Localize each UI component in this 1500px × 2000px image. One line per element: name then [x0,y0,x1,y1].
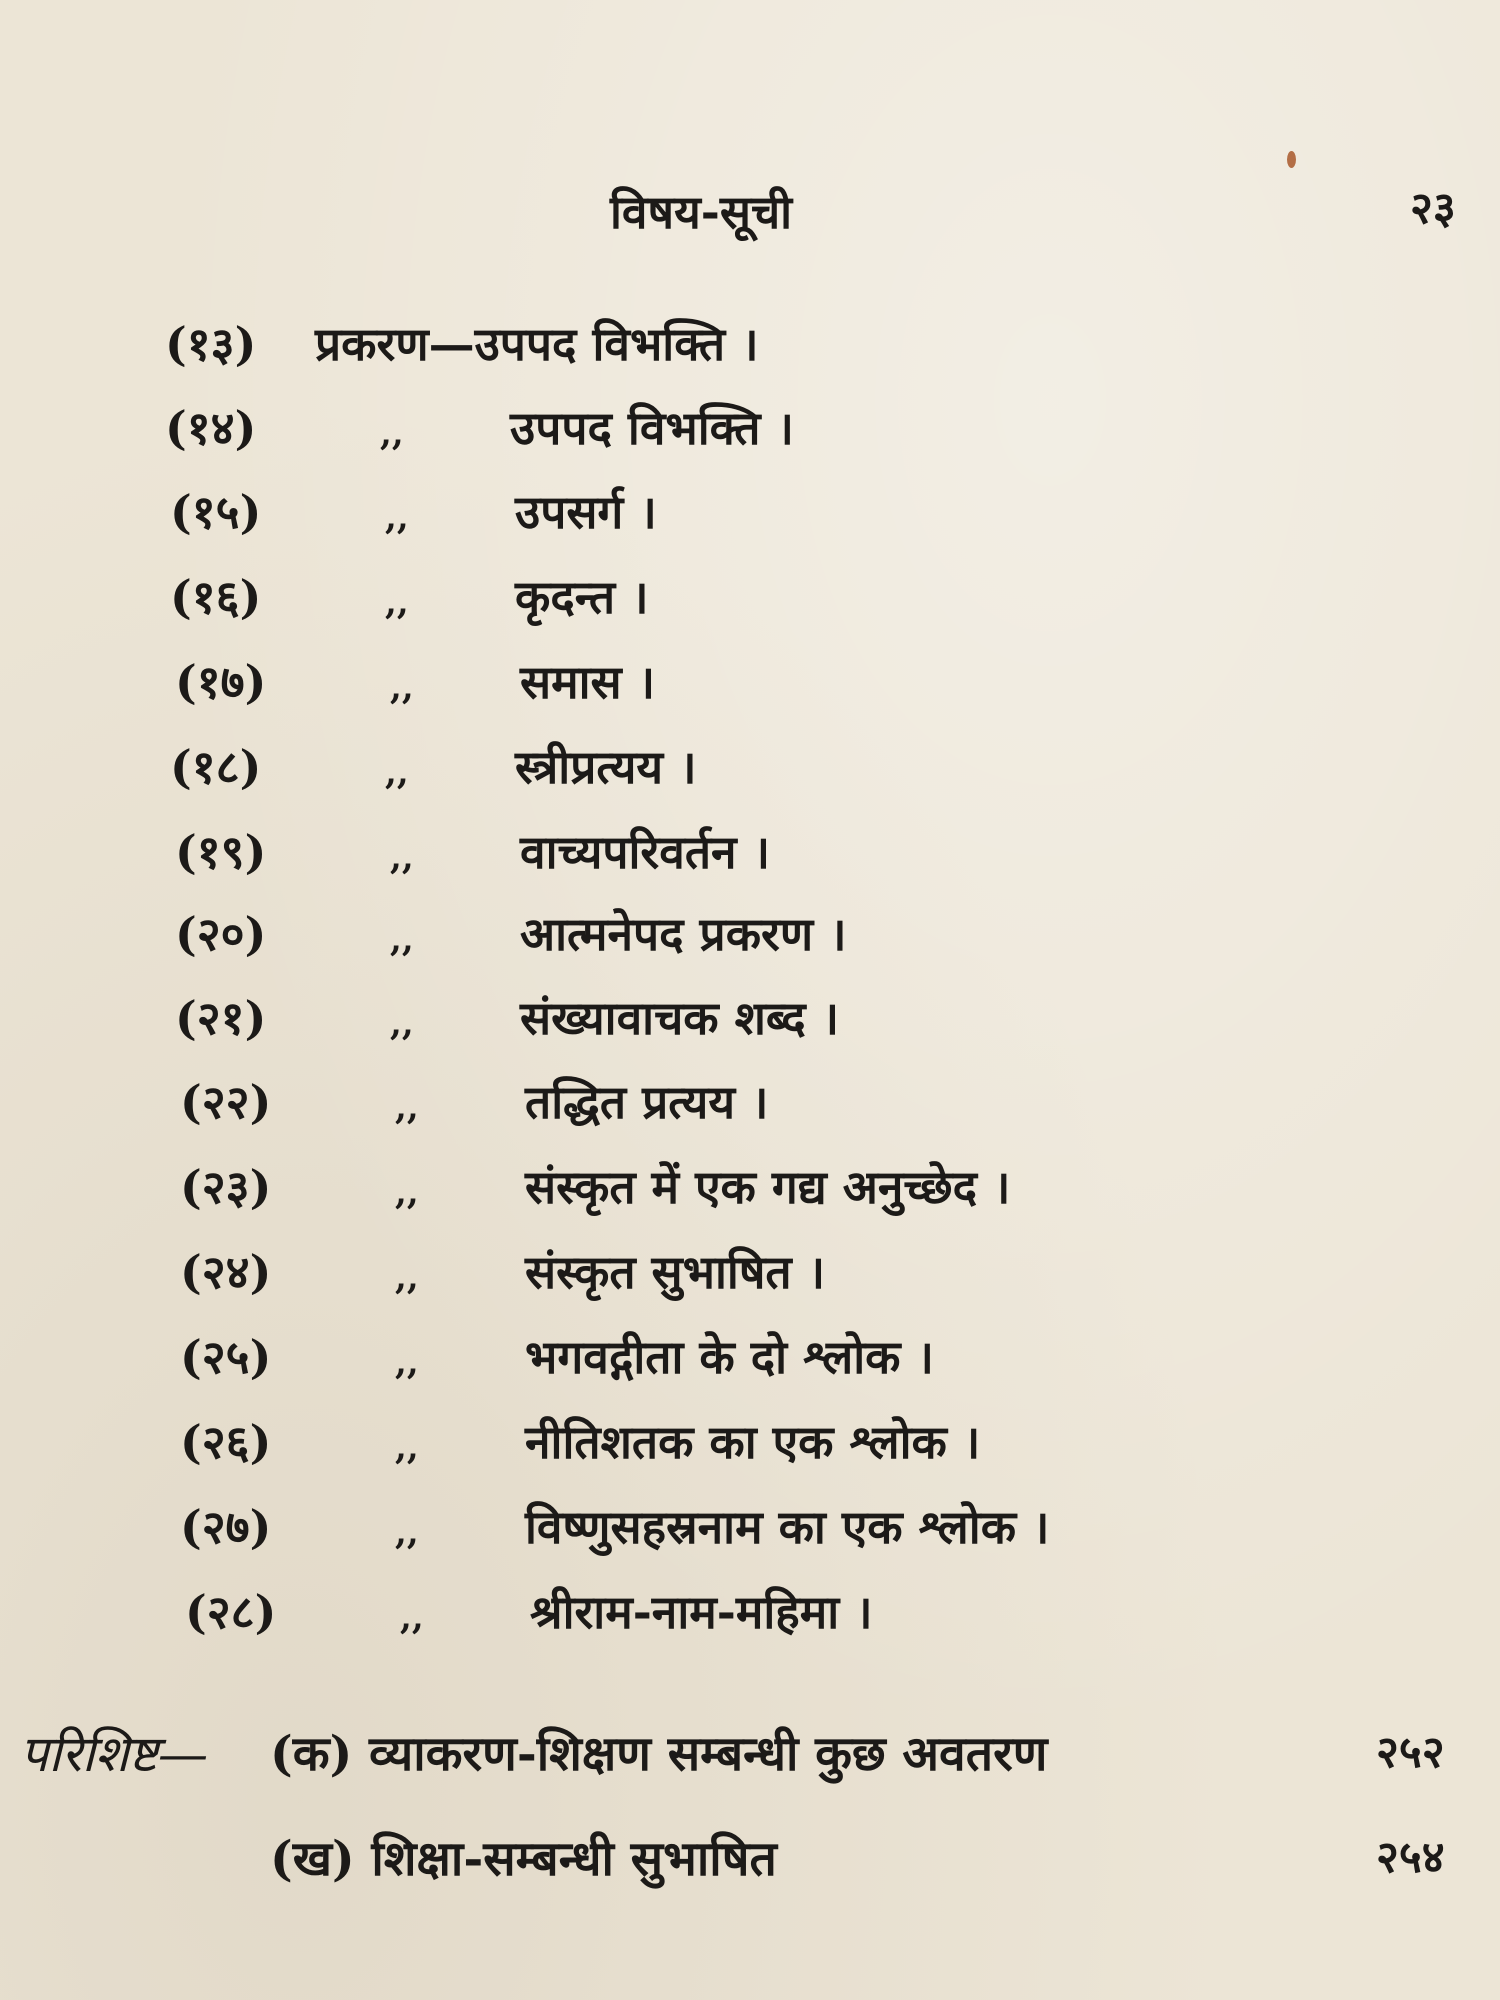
ditto-mark: ,, [380,414,404,454]
entry-title: संख्यावाचक शब्द । [520,991,840,1045]
entry-title: भगवद्गीता के दो श्लोक । [525,1330,934,1384]
entry-title: उपपद विभक्ति । [510,401,794,455]
entry-number: (१७) [175,655,267,709]
entry-title: प्रकरण—उपपद विभक्ति । [315,317,759,371]
ditto-mark: ,, [390,920,414,960]
appendix-item-b-page: २५४ [1376,1832,1445,1883]
entry-number: (२३) [180,1160,272,1214]
entry-number: (१३) [165,317,257,371]
ditto-mark: ,, [385,583,409,623]
entry-number: (१५) [170,485,262,539]
ditto-mark: ,, [390,668,414,708]
page-title: विषय-सूची [610,185,793,239]
appendix-label: परिशिष्ट— [20,1725,208,1783]
entry-title: विष्णुसहस्रनाम का एक श्लोक । [525,1500,1050,1554]
entry-number: (१८) [170,740,262,794]
ditto-mark: ,, [390,838,414,878]
entry-number: (२६) [180,1415,272,1469]
ditto-mark: ,, [390,1004,414,1044]
appendix-item-a-page: २५२ [1376,1727,1445,1778]
ditto-mark: ,, [395,1258,419,1298]
entry-title: संस्कृत में एक गद्य अनुच्छेद । [525,1160,1011,1214]
entry-title: समास । [520,655,656,709]
entry-title: नीतिशतक का एक श्लोक । [525,1415,981,1469]
ditto-mark: ,, [395,1343,419,1383]
entry-number: (१६) [170,570,262,624]
entry-number: (२७) [180,1500,272,1554]
page-number: २३ [1410,183,1456,234]
entry-title: वाच्यपरिवर्तन । [520,825,771,879]
ditto-mark: ,, [395,1428,419,1468]
entry-number: (२०) [175,907,267,961]
entry-title: श्रीराम-नाम-महिमा । [530,1585,873,1639]
entry-number: (२४) [180,1245,272,1299]
entry-title: संस्कृत सुभाषित । [525,1245,826,1299]
entry-number: (२२) [180,1075,272,1129]
entry-title: आत्मनेपद प्रकरण । [520,907,847,961]
ditto-mark: ,, [400,1598,424,1638]
entry-number: (२५) [180,1330,272,1384]
entry-number: (१४) [165,401,257,455]
entry-number: (२१) [175,991,267,1045]
ditto-mark: ,, [385,753,409,793]
ditto-mark: ,, [395,1513,419,1553]
entry-title: स्त्रीप्रत्यय । [515,740,697,794]
entry-title: कृदन्त । [515,570,649,624]
appendix-item-b: (ख) शिक्षा-सम्बन्धी सुभाषित [270,1831,777,1887]
entry-number: (२८) [185,1585,277,1639]
ditto-mark: ,, [395,1173,419,1213]
appendix-item-a: (क) व्याकरण-शिक्षण सम्बन्धी कुछ अवतरण [270,1726,1048,1782]
ditto-mark: ,, [395,1088,419,1128]
entry-title: तद्धित प्रत्यय । [525,1075,769,1129]
ditto-mark: ,, [385,498,409,538]
entry-title: उपसर्ग । [515,485,657,539]
entry-number: (१९) [175,825,267,879]
ink-stain [1287,151,1296,168]
